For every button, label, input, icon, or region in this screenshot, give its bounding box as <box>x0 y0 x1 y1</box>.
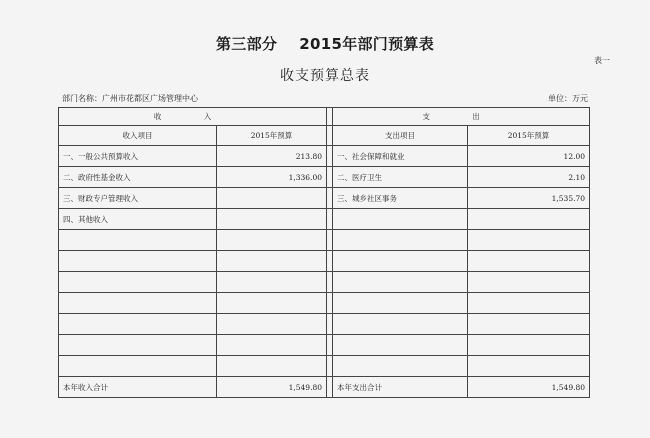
expense-item <box>333 209 468 230</box>
income-item: 二、政府性基金收入 <box>59 167 217 188</box>
table-subtitle: 收支预算总表 <box>280 68 370 84</box>
expense-value: 12.00 <box>468 146 590 167</box>
expense-item-header: 支出项目 <box>333 126 468 146</box>
expense-value <box>468 356 590 377</box>
table-row <box>59 293 590 314</box>
income-item <box>59 356 217 377</box>
income-value <box>217 188 327 209</box>
table-row <box>59 209 590 230</box>
unit-label: 单位：万元 <box>548 94 588 103</box>
expense-item: 二、医疗卫生 <box>333 167 468 188</box>
table-row <box>59 314 590 335</box>
expense-budget-header: 2015年预算 <box>468 126 590 146</box>
expense-item <box>333 356 468 377</box>
income-item <box>59 314 217 335</box>
income-item <box>59 335 217 356</box>
expense-value <box>468 272 590 293</box>
expense-item <box>333 272 468 293</box>
income-value: 213.80 <box>217 146 327 167</box>
expense-value <box>468 293 590 314</box>
income-value <box>217 356 327 377</box>
income-value <box>217 251 327 272</box>
expense-value: 1,535.70 <box>468 188 590 209</box>
expense-item <box>333 293 468 314</box>
expense-item: 一、社会保障和就业 <box>333 146 468 167</box>
total-row <box>59 377 590 398</box>
expense-item <box>333 230 468 251</box>
income-value <box>217 230 327 251</box>
income-value <box>217 272 327 293</box>
expense-value <box>468 209 590 230</box>
table-id: 表一 <box>594 56 610 65</box>
section-header-row <box>59 108 590 126</box>
income-value <box>217 209 327 230</box>
table-row <box>59 272 590 293</box>
expense-total-label: 本年支出合计 <box>333 377 468 398</box>
income-value <box>217 293 327 314</box>
income-value <box>217 335 327 356</box>
expense-value <box>468 230 590 251</box>
expense-total-value: 1,549.80 <box>468 377 590 398</box>
expense-value <box>468 335 590 356</box>
income-item <box>59 293 217 314</box>
expense-item: 三、城乡社区事务 <box>333 188 468 209</box>
income-item: 一、一般公共预算收入 <box>59 146 217 167</box>
expense-value: 2.10 <box>468 167 590 188</box>
expense-item <box>333 335 468 356</box>
income-total-value: 1,549.80 <box>217 377 327 398</box>
column-header-row <box>59 126 590 146</box>
table-row <box>59 335 590 356</box>
income-total-label: 本年收入合计 <box>59 377 217 398</box>
income-item: 三、财政专户管理收入 <box>59 188 217 209</box>
income-item <box>59 230 217 251</box>
expense-value <box>468 251 590 272</box>
table-row <box>59 251 590 272</box>
income-value <box>217 314 327 335</box>
income-item <box>59 251 217 272</box>
department-name: 部门名称：广州市花都区广场管理中心 <box>62 94 198 103</box>
income-item: 四、其他收入 <box>59 209 217 230</box>
table-row <box>59 188 590 209</box>
income-value: 1,336.00 <box>217 167 327 188</box>
income-section-header: 收 入 <box>59 108 327 126</box>
expense-item <box>333 314 468 335</box>
expense-section-header: 支 出 <box>333 108 590 126</box>
table-row <box>59 146 590 167</box>
expense-item <box>333 251 468 272</box>
income-item <box>59 272 217 293</box>
income-budget-header: 2015年预算 <box>217 126 327 146</box>
table-row <box>59 356 590 377</box>
income-item-header: 收入项目 <box>59 126 217 146</box>
expense-value <box>468 314 590 335</box>
page-title: 第三部分 2015年部门预算表 <box>215 35 435 53</box>
table-row <box>59 167 590 188</box>
table-row <box>59 230 590 251</box>
budget-table <box>58 107 590 398</box>
